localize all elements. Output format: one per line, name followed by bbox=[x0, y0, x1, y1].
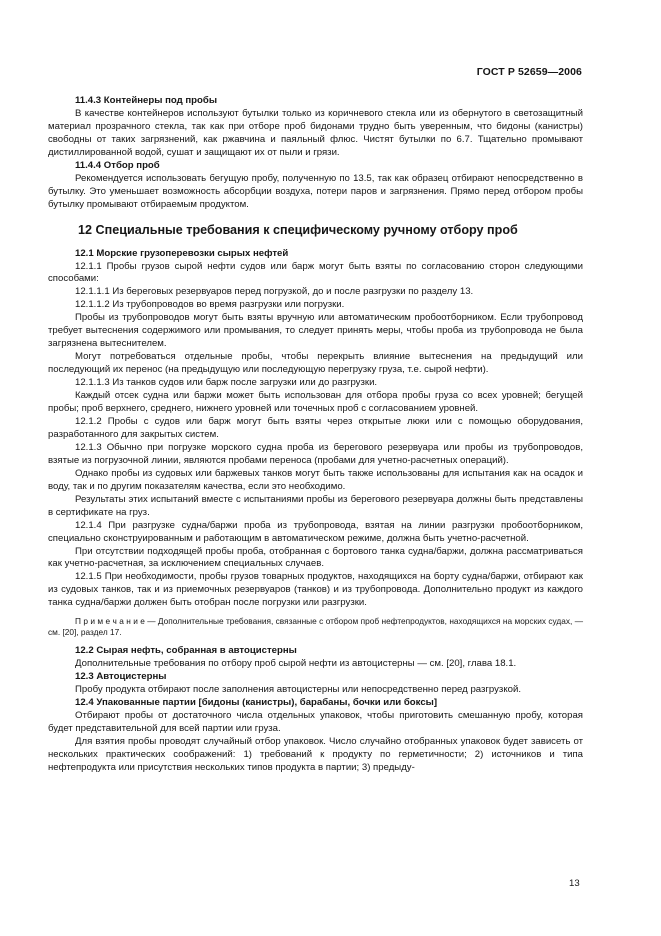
document-body bbox=[48, 95, 583, 775]
paragraph: 12.1.3 Обычно при погрузке морского судна проба из берегового резервуара или пробы из трубопроводов, взятые из погрузочной линии, являются пробами переноса (пробами для учетно-расчетных операций). bbox=[48, 441, 583, 466]
paragraph: Отбирают пробы от достаточного числа отдельных упаковок, чтобы приготовить смешанную пробу, которая будет представительной для всей партии или груза. bbox=[48, 710, 583, 734]
paragraph: 12.1.2 Пробы с судов или барж могут быть взяты через открытые люки или с помощью оборудования, разработанного для закрытых систем. bbox=[48, 415, 583, 440]
paragraph: 12.1.5 При необходимости, пробы грузов товарных продуктов, находящихся на борту судна/баржи, отбирают как из судовых танков, так и из приемочных резервуаров (танков) и из трубопровода. Дополнительно продукт из каждого танка судна/баржи должен быть отобран после погрузки или разгрузки. bbox=[48, 571, 583, 609]
section-heading-12-3: 12.3 Автоцистерны bbox=[75, 671, 167, 683]
section-heading-12-4: 12.4 Упакованные партии [бидоны (канистры), барабаны, бочки или боксы] bbox=[75, 697, 438, 709]
paragraph: 12.1.4 При разгрузке судна/баржи проба из трубопровода, взятая на линии разгрузки пробоотборником, специально сконструированным и работающим в автоматическом режиме, должна быть учетно-расчетной. bbox=[48, 519, 583, 544]
paragraph: Пробы из трубопроводов могут быть взяты вручную или автоматическим пробоотборником. Если трубопровод требует вытеснения содержимого или промывания, то следует принять меры, чтобы проба из трубопровода не была загрязнена вытеснителем. bbox=[48, 312, 583, 350]
note: П р и м е ч а н и е — Дополнительные требования, связанные с отбором проб нефтепродуктов, находящихся на морских судах, — см. [20], раздел 17. bbox=[48, 616, 583, 638]
paragraph: 12.1.1.1 Из береговых резервуаров перед погрузкой, до и после разгрузки по разделу 13. bbox=[75, 286, 474, 298]
section-heading-11-4-4: 11.4.4 Отбор проб bbox=[75, 159, 160, 171]
paragraph: 12.1.1 Пробы грузов сырой нефти судов или барж могут быть взяты по согласованию сторон следующими способами: bbox=[48, 260, 583, 285]
paragraph: Дополнительные требования по отбору проб сырой нефти из автоцистерны — см. [20], глава 18.1. bbox=[75, 658, 517, 670]
paragraph: Пробу продукта отбирают после заполнения автоцистерны или непосредственно перед разгрузкой. bbox=[75, 684, 522, 696]
paragraph: 12.1.1.3 Из танков судов или барж после загрузки или до разгрузки. bbox=[75, 377, 378, 389]
paragraph: 12.1.1.2 Из трубопроводов во время разгрузки или погрузки. bbox=[75, 299, 345, 311]
paragraph: Рекомендуется использовать бегущую пробу, полученную по 13.5, так как образец отбирают непосредственно в бутылку. Это уменьшает возможность абсорбции воздуха, потери паров и загрязнения. Прямо перед отбором пробы бутылку промывают отбираемым продуктом. bbox=[48, 172, 583, 210]
paragraph: В качестве контейнеров используют бутылки только из коричневого стекла или из обернутого в светозащитный материал прозрачного стекла, так как при отборе проб бидонами трудно быть уверенным, что бидоны (канистры) свободны от таких загрязнений, как ржавчина и паяльный флюс. Чистят бутылки по 6.7. Тщательно промывают дистиллированной водой, сушат и защищают их от пыли и грязи. bbox=[48, 107, 583, 158]
section-heading-11-4-3: 11.4.3 Контейнеры под пробы bbox=[75, 95, 218, 106]
paragraph: Каждый отсек судна или баржи может быть использован для отбора пробы груза со всех уровней; бегущей пробы; проб верхнего, среднего, нижнего уровней или точечных проб с согласованием уровней. bbox=[48, 390, 583, 415]
page-number: 13 bbox=[569, 878, 580, 889]
section-heading-12-1: 12.1 Морские грузоперевозки сырых нефтей bbox=[75, 247, 289, 259]
paragraph: При отсутствии подходящей пробы проба, отобранная с бортового танка судна/баржи, должна рассматриваться как учетно-расчетная, за исключением специальных случаев. bbox=[48, 545, 583, 570]
paragraph: Однако пробы из судовых или баржевых танков могут быть также использованы для испытания как на осадок и воду, так и по другим показателям качества, если это необходимо. bbox=[48, 467, 583, 492]
paragraph: Результаты этих испытаний вместе с испытаниями пробы из берегового резервуара должны быть представлены в сертификате на груз. bbox=[48, 493, 583, 518]
section-heading-12-2: 12.2 Сырая нефть, собранная в автоцистерны bbox=[75, 645, 297, 657]
standard-number: ГОСТ Р 52659—2006 bbox=[476, 66, 582, 78]
paragraph: Для взятия пробы проводят случайный отбор упаковок. Число случайно отобранных упаковок будет зависеть от нескольких практических соображений: 1) требований к продукту по герметичности; 2) источников и типа нефтепродукта или присутствия нескольких типов продукта в партии; 3) предыду- bbox=[48, 735, 583, 773]
section-heading-12: 12 Специальные требования к специфическому ручному отбору проб bbox=[78, 222, 518, 237]
paragraph: Могут потребоваться отдельные пробы, чтобы перекрыть влияние вытеснения на предыдущий или последующий их перенос (на предыдущую или последующую перегрузку груза, т.е. сырой нефти). bbox=[48, 351, 583, 376]
